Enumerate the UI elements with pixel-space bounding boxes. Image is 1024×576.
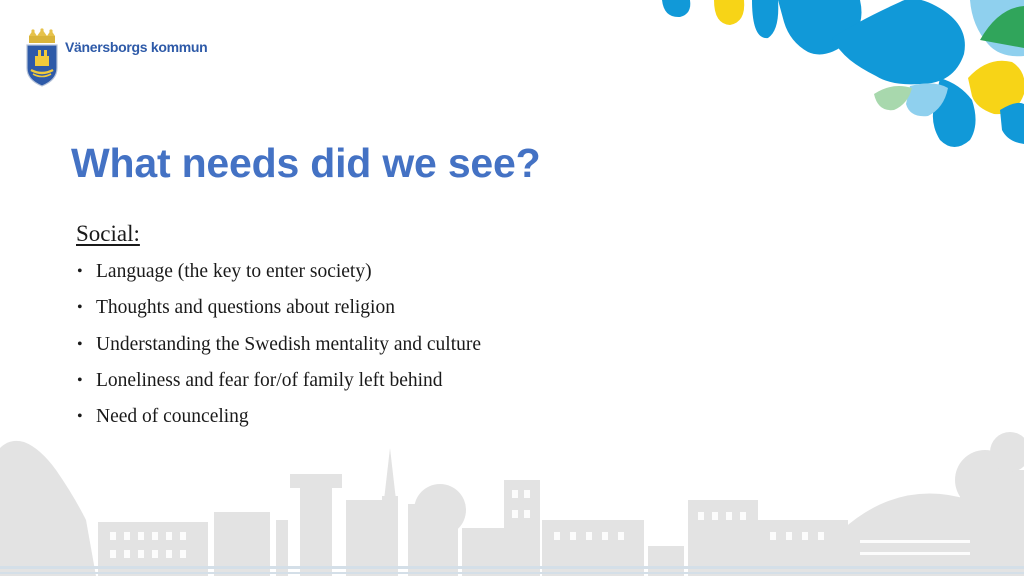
coat-of-arms-icon (24, 28, 60, 88)
bullet-item: • Need of counceling (76, 399, 481, 435)
bullet-list (76, 254, 481, 435)
bullet-item: • Loneliness and fear for/of family left behind (76, 363, 481, 399)
bullet-item: • Understanding the Swedish mentality and culture (76, 327, 481, 363)
slide-body (76, 221, 481, 435)
bullet-item: • Thoughts and questions about religion (76, 290, 481, 326)
section-label: Social: (76, 221, 140, 246)
city-skyline-decoration (0, 426, 1024, 576)
municipality-name: Vänersborgs kommun (65, 39, 208, 55)
municipality-logo[interactable] (24, 28, 207, 88)
water-drops-decoration (644, 0, 1024, 160)
bullet-item: • Language (the key to enter society) (76, 254, 481, 290)
slide-title: What needs did we see? (71, 140, 541, 186)
